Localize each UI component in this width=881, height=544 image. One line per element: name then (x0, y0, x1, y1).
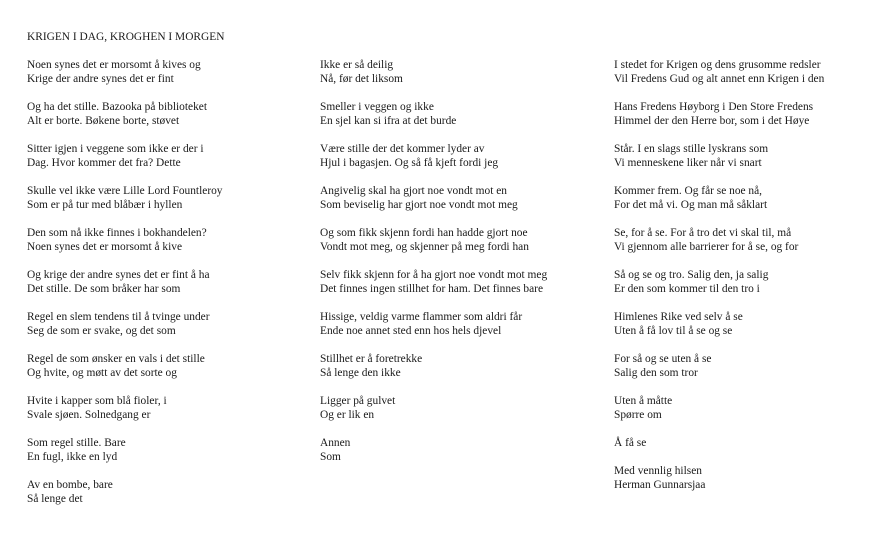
stanza (320, 184, 547, 212)
stanza (614, 394, 824, 422)
poem-line: Sitter igjen i veggene som ikke er der i (27, 143, 204, 155)
stanza (27, 58, 223, 86)
stanza (27, 310, 223, 338)
poem-line: Som (320, 451, 341, 463)
poem-line: Vil Fredens Gud og alt annet enn Krigen i den (614, 73, 825, 85)
poem-line: Uten å få lov til å se og se (614, 325, 733, 337)
poem-line: Uten å måtte (614, 395, 673, 407)
poem-line: Står. I en slags stille lyskrans som (614, 143, 769, 155)
poem-line: Vondt mot meg, og skjenner på meg fordi han (320, 241, 529, 253)
poem-line: Så lenge det (27, 493, 83, 505)
poem-line: Himlenes Rike ved selv å se (614, 311, 743, 323)
stanza (27, 352, 223, 380)
poem-line: Og ha det stille. Bazooka på biblioteket (27, 101, 207, 113)
poem-line: Ende noe annet sted enn hos hels djevel (320, 325, 502, 337)
poem-line: Selv fikk skjenn for å ha gjort noe vondt mot meg (320, 269, 548, 281)
poem-line: Ligger på gulvet (320, 395, 396, 407)
poem-line: Hans Fredens Høyborg i Den Store Fredens (614, 101, 814, 113)
poem-line: Og som fikk skjenn fordi han hadde gjort noe (320, 227, 528, 239)
poem-line: Skulle vel ikke være Lille Lord Fountleroy (27, 185, 223, 197)
stanza (614, 436, 824, 450)
stanza (27, 478, 223, 506)
stanza (614, 226, 824, 254)
poem-line: Så og se og tro. Salig den, ja salig (614, 269, 769, 281)
poem-column-2 (320, 58, 547, 478)
stanza (27, 268, 223, 296)
poem-line: Smeller i veggen og ikke (320, 101, 434, 113)
stanza (320, 142, 547, 170)
poem-line: Se, for å se. For å tro det vi skal til, må (614, 227, 792, 239)
poem-line: En fugl, ikke en lyd (27, 451, 118, 463)
poem-line: Som beviselig har gjort noe vondt mot meg (320, 199, 518, 211)
poem-line: Krige der andre synes det er fint (27, 73, 174, 85)
poem-line: Himmel der den Herre bor, som i det Høye (614, 115, 810, 127)
poem-line: Så lenge den ikke (320, 367, 401, 379)
poem-title: KRIGEN I DAG, KROGHEN I MORGEN (27, 31, 225, 43)
poem-line: Nå, før det liksom (320, 73, 403, 85)
poem-line: Som regel stille. Bare (27, 437, 126, 449)
poem-line: Hissige, veldig varme flammer som aldri får (320, 311, 523, 323)
poem-line: Det stille. De som bråker har som (27, 283, 181, 295)
poem-line: Seg de som er svake, og det som (27, 325, 176, 337)
poem-line: Kommer frem. Og får se noe nå, (614, 185, 763, 197)
poem-line: Det finnes ingen stillhet for ham. Det finnes bare (320, 283, 544, 295)
poem-line: Av en bombe, bare (27, 479, 113, 491)
poem-line: Vi menneskene liker når vi snart (614, 157, 762, 169)
stanza (320, 58, 547, 86)
poem-line: Noen synes det er morsomt å kives og (27, 59, 201, 71)
poem-line: For så og se uten å se (614, 353, 712, 365)
stanza (27, 142, 223, 170)
poem-line: Annen (320, 437, 351, 449)
poem-line: Den som nå ikke finnes i bokhandelen? (27, 227, 207, 239)
stanza (27, 394, 223, 422)
poem-line: Angivelig skal ha gjort noe vondt mot en (320, 185, 507, 197)
stanza (614, 268, 824, 296)
stanza (320, 100, 547, 128)
stanza (320, 436, 547, 464)
poem-line: Med vennlig hilsen (614, 465, 702, 477)
stanza (27, 184, 223, 212)
poem-line: Hjul i bagasjen. Og så få kjeft fordi jeg (320, 157, 499, 169)
poem-line: Spørre om (614, 409, 662, 421)
poem-line: Noen synes det er morsomt å kive (27, 241, 183, 253)
poem-line: Ikke er så deilig (320, 59, 394, 71)
poem-line: Og er lik en (320, 409, 375, 421)
poem-line: Er den som kommer til den tro i (614, 283, 760, 295)
poem-line: For det må vi. Og man må såklart (614, 199, 768, 211)
stanza (614, 184, 824, 212)
poem-line: Herman Gunnarsjaa (614, 479, 706, 491)
poem-line: Svale sjøen. Solnedgang er (27, 409, 151, 421)
stanza (320, 394, 547, 422)
poem-line: Salig den som tror (614, 367, 698, 379)
poem-line: Alt er borte. Bøkene borte, støvet (27, 115, 180, 127)
poem-line: Å få se (614, 437, 647, 449)
poem-line: Vi gjennom alle barrierer for å se, og for (614, 241, 799, 253)
poem-line: I stedet for Krigen og dens grusomme redsler (614, 59, 821, 71)
stanza (614, 58, 824, 86)
stanza (614, 464, 824, 492)
poem-line: Stillhet er å foretrekke (320, 353, 423, 365)
poem-line: Regel en slem tendens til å tvinge under (27, 311, 210, 323)
stanza (614, 352, 824, 380)
stanza (27, 226, 223, 254)
poem-line: Dag. Hvor kommer det fra? Dette (27, 157, 181, 169)
stanza (27, 100, 223, 128)
poem-line: Være stille der det kommer lyder av (320, 143, 485, 155)
stanza (614, 310, 824, 338)
stanza (320, 268, 547, 296)
poem-line: Hvite i kapper som blå fioler, i (27, 395, 167, 407)
stanza (27, 436, 223, 464)
stanza (320, 226, 547, 254)
poem-column-3 (614, 58, 824, 506)
poem-column-1 (27, 58, 223, 520)
poem-line: Og krige der andre synes det er fint å ha (27, 269, 210, 281)
stanza (614, 100, 824, 128)
poem-line: Og hvite, og møtt av det sorte og (27, 367, 177, 379)
poem-line: Regel de som ønsker en vals i det stille (27, 353, 205, 365)
stanza (320, 310, 547, 338)
poem-line: Som er på tur med blåbær i hyllen (27, 199, 183, 211)
poem-line: En sjel kan si ifra at det burde (320, 115, 457, 127)
stanza (614, 142, 824, 170)
stanza (320, 352, 547, 380)
